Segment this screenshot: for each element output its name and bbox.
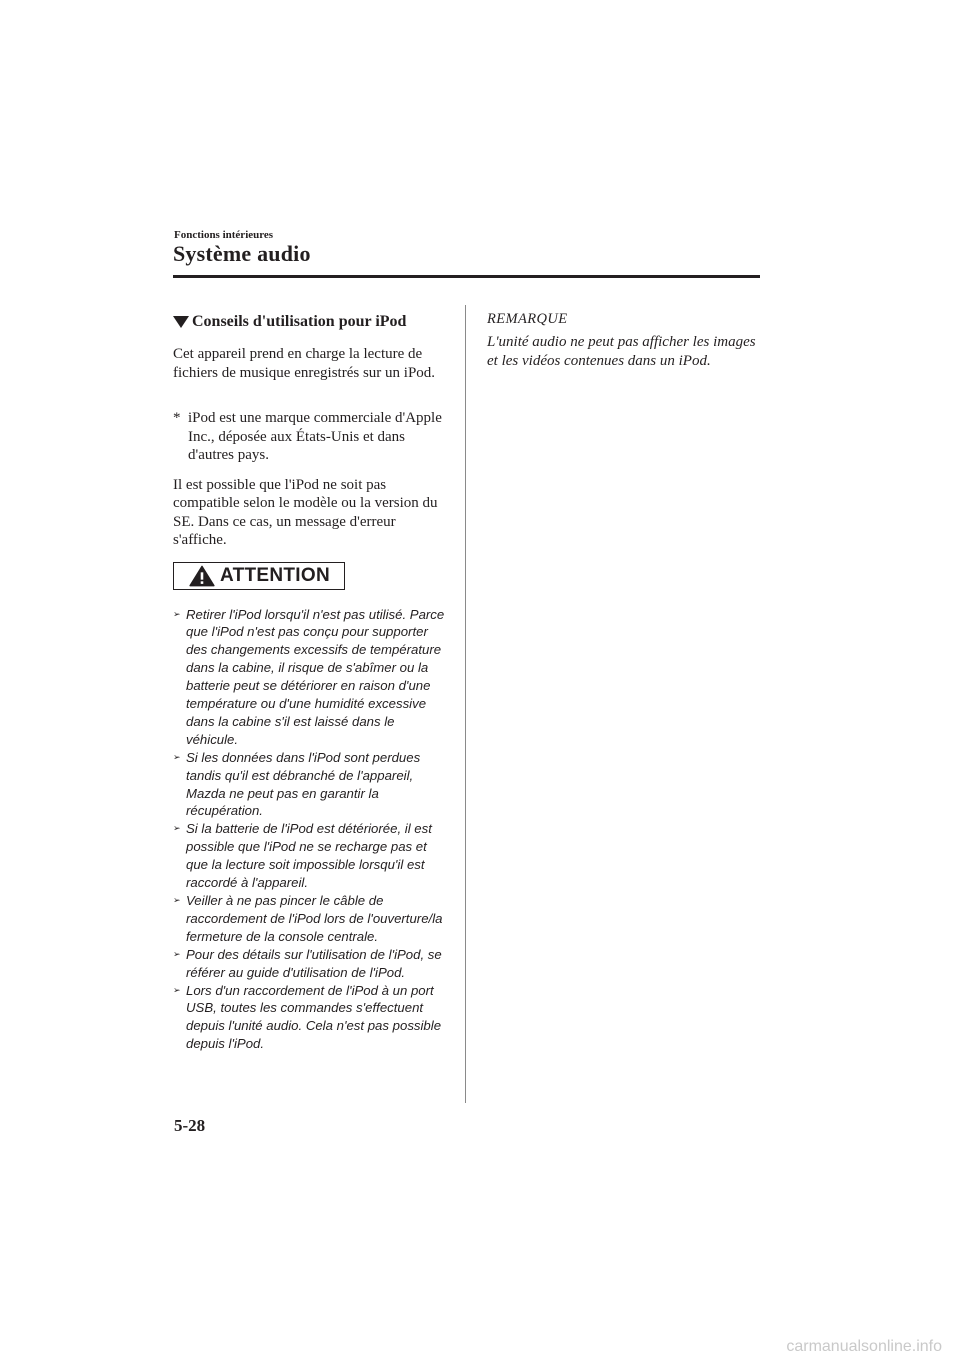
header-rule (173, 275, 760, 278)
arrow-bullet-icon: ➢ (173, 948, 181, 959)
footnote-mark: * (173, 410, 181, 426)
list-item-text: Si les données dans l'iPod sont perdues tandis qu'il est débranché de l'appareil, Mazda ne peut pas en garantir la récupération. (186, 749, 421, 819)
list-item-text: Retirer l'iPod lorsqu'il n'est pas utilisé. Parce que l'iPod n'est pas conçu pour supporter des changements excessifs de température dans la cabine, il risque de s'abîmer ou la batterie peut se détériorer en raison d'une température ou d'une humidité excessive dans la cabine s'il est laissé dans le véhicule. (186, 606, 445, 747)
arrow-bullet-icon: ➢ (173, 608, 181, 619)
attention-label: ATTENTION (219, 564, 330, 586)
list-item (173, 749, 448, 821)
arrow-bullet-icon: ➢ (173, 984, 181, 995)
arrow-bullet-icon: ➢ (173, 823, 181, 834)
compatibility-paragraph: Il est possible que l'iPod ne soit pas compatible selon le modèle ou la version du SE. Dans ce cas, un message d'erreur s'affiche. (173, 476, 438, 548)
column-divider (465, 305, 466, 1103)
watermark[interactable]: carmanualsonline.info (786, 1338, 942, 1355)
right-column (487, 311, 757, 370)
list-item (173, 820, 448, 892)
footnote (173, 409, 448, 465)
note-text: L'unité audio ne peut pas afficher les images et les vidéos contenues dans un iPod. (487, 334, 756, 369)
list-item-text: Lors d'un raccordement de l'iPod à un port USB, toutes les commandes s'effectuent depuis l'unité audio. Cela n'est pas possible depuis l'iPod. (186, 982, 442, 1052)
warning-triangle-icon (188, 565, 216, 587)
page-title: Système audio (173, 241, 311, 266)
list-item (173, 946, 448, 982)
intro-paragraph: Cet appareil prend en charge la lecture de fichiers de musique enregistrés sur un iPod. (173, 346, 436, 381)
arrow-bullet-icon: ➢ (173, 895, 181, 905)
section-label: Fonctions intérieures (174, 229, 274, 241)
list-item (173, 606, 448, 749)
note-title: REMARQUE (487, 311, 568, 327)
triangle-down-icon (173, 316, 189, 328)
left-column (173, 311, 448, 1053)
footnote-text: iPod est une marque commerciale d'Apple Inc., déposée aux États-Unis et dans d'autres pays. (188, 410, 442, 463)
subsection-heading (173, 311, 448, 333)
list-item-text: Veiller à ne pas pincer le câble de raccordement de l'iPod lors de l'ouverture/la fermeture de la console centrale. (186, 893, 443, 944)
list-item-text: Pour des détails sur l'utilisation de l'iPod, se référer au guide d'utilisation de l'iPod. (186, 946, 442, 980)
attention-box (173, 562, 345, 590)
subsection-heading-text: Conseils d'utilisation pour iPod (192, 313, 407, 330)
list-item-text: Si la batterie de l'iPod est détériorée, il est possible que l'iPod ne se recharge pas et que la lecture soit impossible lorsqu'il est raccordé à l'appareil. (186, 821, 432, 891)
attention-list (173, 606, 448, 1054)
arrow-bullet-icon: ➢ (173, 751, 181, 762)
list-item (173, 982, 448, 1054)
page-number: 5-28 (174, 1116, 206, 1135)
list-item (173, 892, 448, 946)
